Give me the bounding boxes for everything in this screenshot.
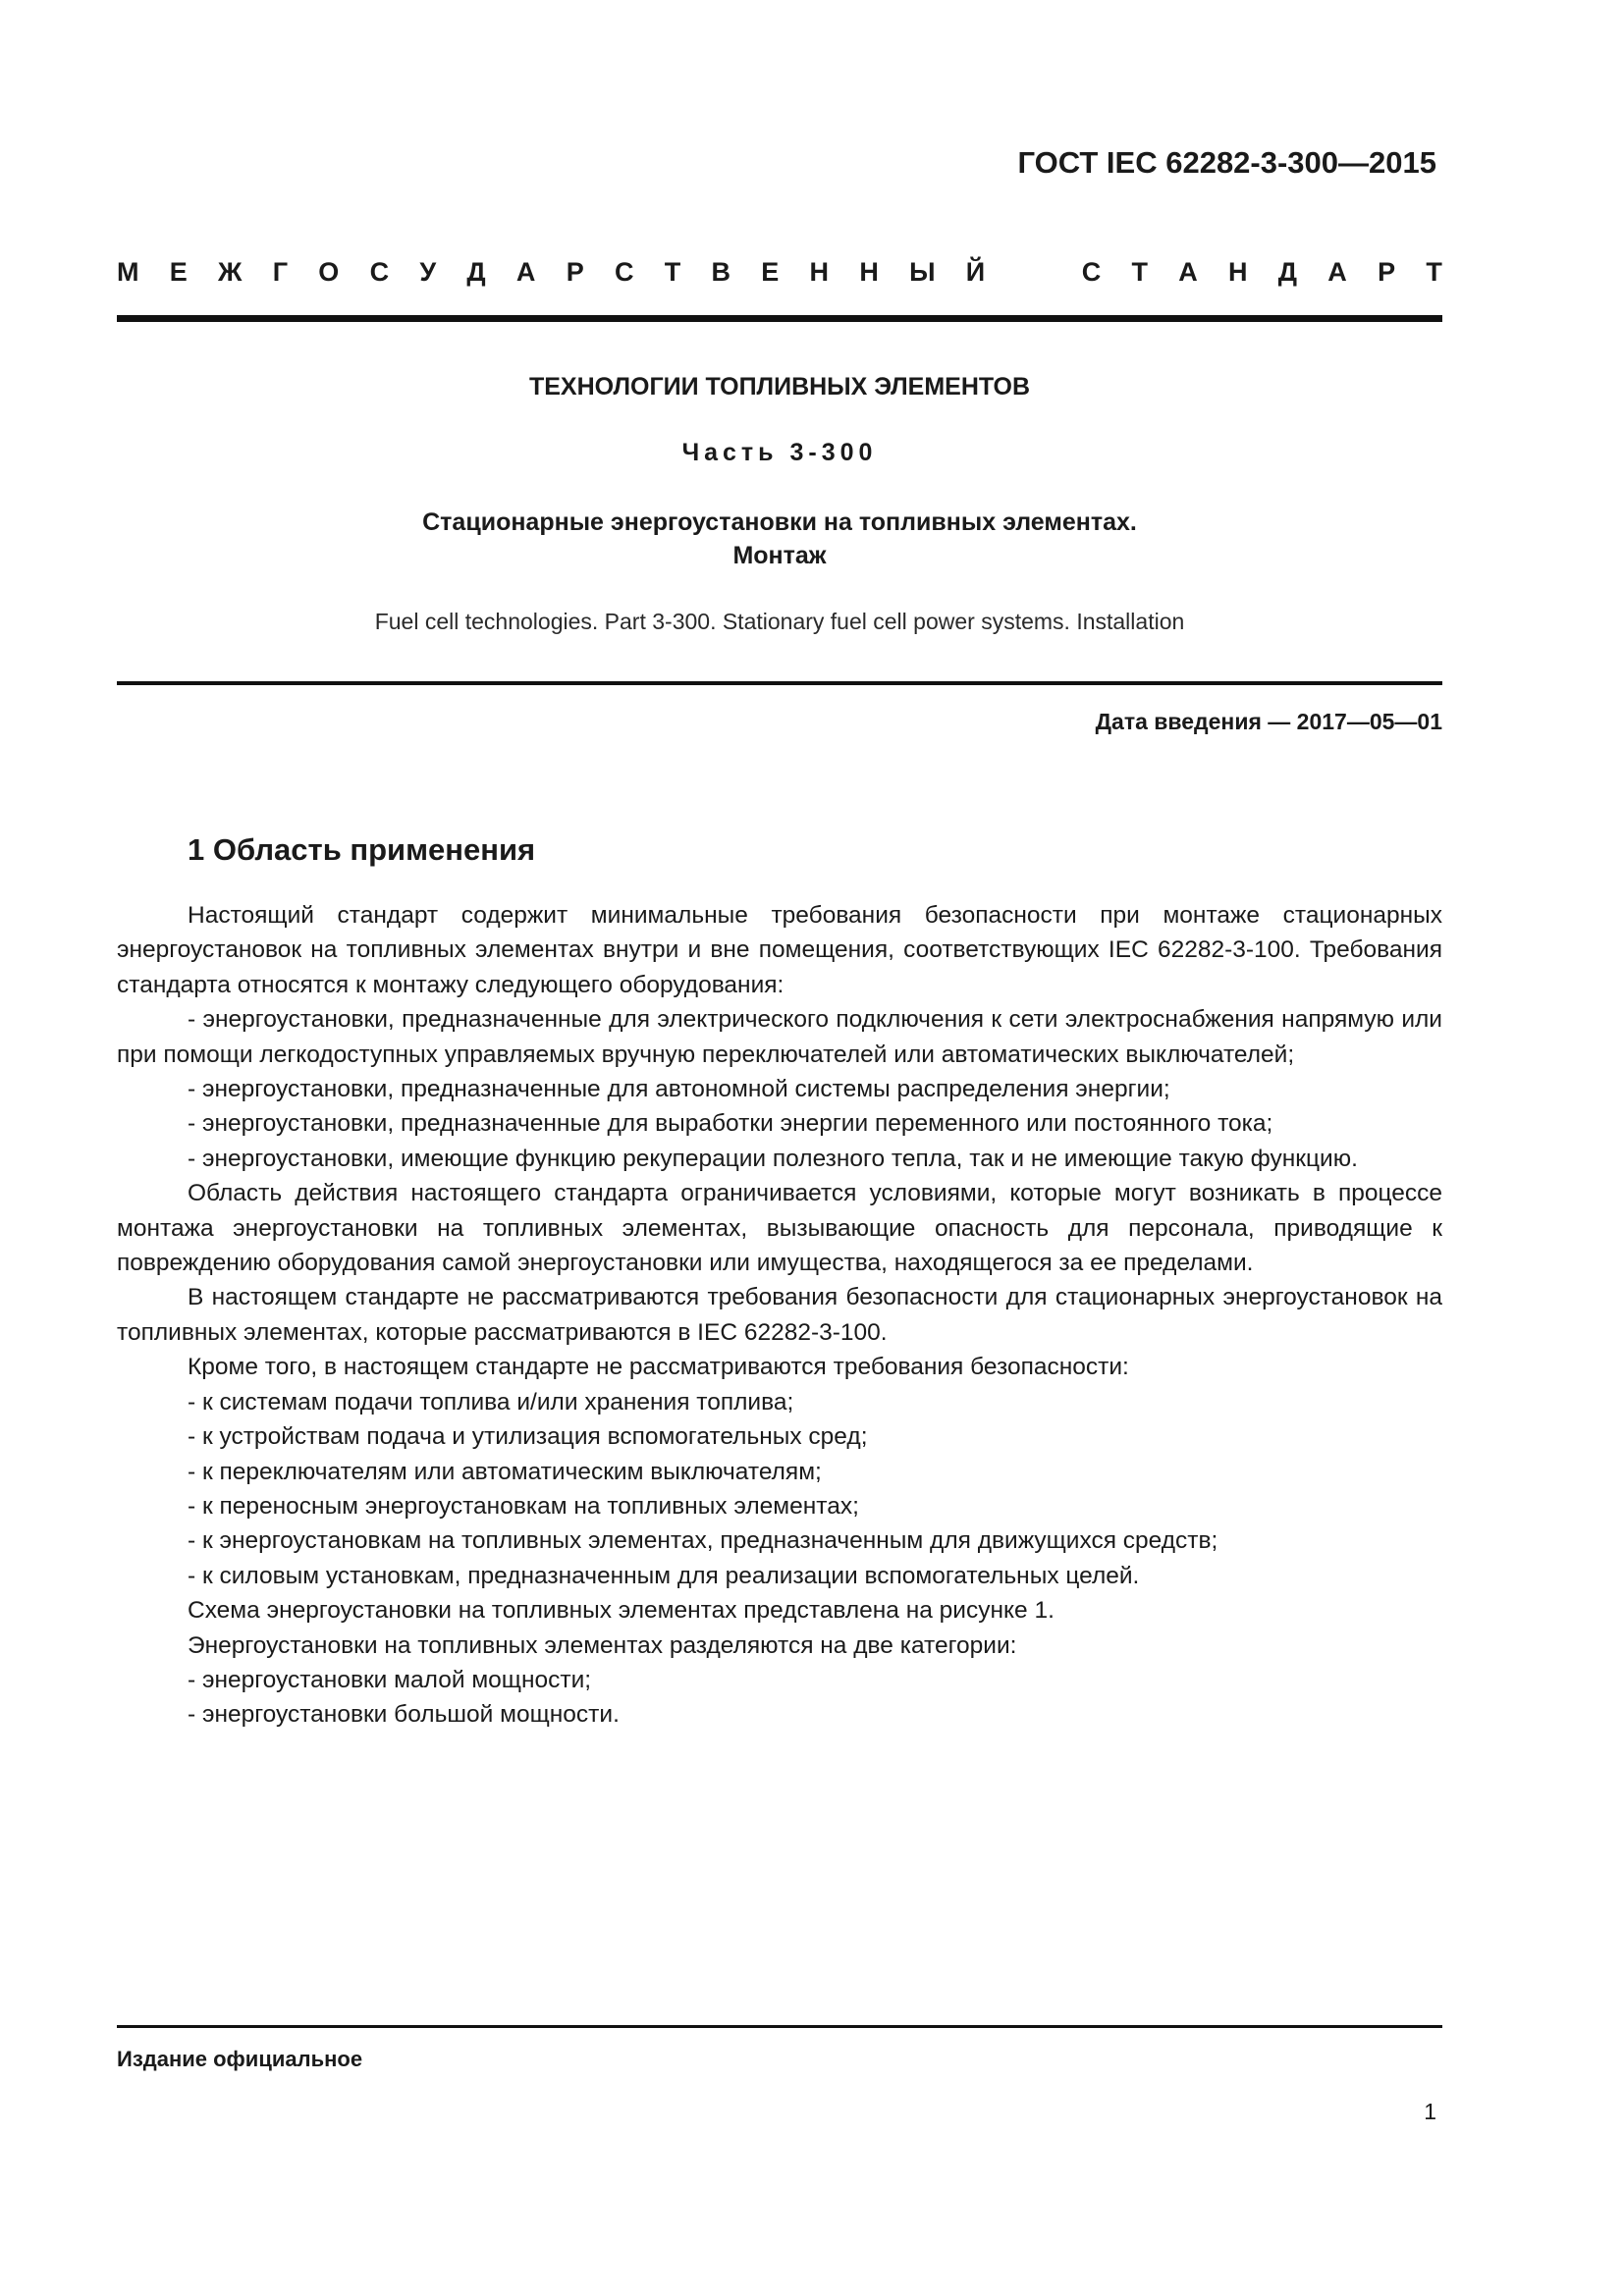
paragraph: Область действия настоящего стандарта ограничивается условиями, которые могут возникать в процессе монтажа энергоустановки на топливных элементах, вызывающие опасность для персонала, приводящие к повреждению оборудования самой энергоустановки или имущества, находящегося за ее пределами. (117, 1180, 1442, 1277)
document-title: ТЕХНОЛОГИИ ТОПЛИВНЫХ ЭЛЕМЕНТОВ (528, 373, 1031, 400)
heading-letter: Ж (218, 257, 243, 287)
document-subtitle-line1: Стационарные энергоустановки на топливных элементах. (422, 508, 1137, 536)
heading-letter: Е (169, 257, 188, 287)
heading-letter: Ы (909, 257, 936, 287)
paragraph: Настоящий стандарт содержит минимальные требования безопасности при монтаже стационарных энергоустановок на топливных элементах внутри и вне помещения, соответствующих IEC 62282-3-100. Требования стандарта относятся к монтажу следующего оборудования: (117, 902, 1442, 998)
heading-letter: Й (965, 257, 986, 287)
heading-letter: А (1178, 257, 1198, 287)
list-item: - к устройствам подача и утилизация вспомогательных сред; (188, 1423, 868, 1451)
list-item: - к системам подачи топлива и/или хранения топлива; (188, 1388, 794, 1415)
word-gap (1015, 257, 1051, 288)
heading-letter: У (419, 257, 437, 287)
footer-divider (117, 2025, 1442, 2028)
official-edition-label: Издание официальное (117, 2047, 363, 2071)
list-item: - к энергоустановкам на топливных элементах, предназначенным для движущихся средств; (188, 1527, 1218, 1555)
header-divider (117, 315, 1442, 322)
standard-code: ГОСТ IEC 62282-3-300—2015 (1017, 145, 1436, 180)
list-item: - к силовым установкам, предназначенным для реализации вспомогательных целей. (188, 1562, 1140, 1589)
paragraph: Энергоустановки на топливных элементах разделяются на две категории: (188, 1631, 1017, 1659)
heading-letter: С (369, 257, 390, 287)
heading-letter: В (711, 257, 730, 287)
heading-letter: Т (1426, 257, 1442, 287)
heading-letter: Т (664, 257, 681, 287)
list-item: - энергоустановки, предназначенные для автономной системы распределения энергии; (188, 1076, 1170, 1103)
list-item: - энергоустановки большой мощности. (188, 1701, 620, 1729)
heading-letter: С (614, 257, 634, 287)
list-item: - энергоустановки, имеющие функцию рекуперации полезного тепла, так и не имеющие такую функцию. (188, 1145, 1358, 1172)
paragraph: Кроме того, в настоящем стандарте не рассматриваются требования безопасности: (188, 1354, 1129, 1381)
title-divider (117, 681, 1442, 685)
english-title: Fuel cell technologies. Part 3-300. Stationary fuel cell power systems. Installation (374, 609, 1185, 634)
heading-letter: Н (809, 257, 830, 287)
list-item: - к переносным энергоустановкам на топливных элементах; (188, 1492, 859, 1520)
interstate-standard-heading (117, 257, 1442, 288)
list-item: - энергоустановки малой мощности; (188, 1666, 592, 1693)
heading-letter: Т (1131, 257, 1148, 287)
heading-letter: Р (1378, 257, 1396, 287)
list-item: - к переключателям или автоматическим выключателям; (188, 1458, 822, 1485)
list-item: - энергоустановки, предназначенные для выработки энергии переменного или постоянного тока; (188, 1110, 1273, 1138)
list-item: - энергоустановки, предназначенные для электрического подключения к сети электроснабжения напрямую или при помощи легкодоступных управляемых вручную переключателей или автоматических выключателей; (117, 1006, 1442, 1068)
heading-letter: Е (761, 257, 780, 287)
heading-letter: Д (466, 257, 486, 287)
paragraph: В настоящем стандарте не рассматриваются требования безопасности для стационарных энергоустановок на топливных элементах, которые рассматриваются в IEC 62282-3-100. (117, 1284, 1442, 1346)
heading-letter: Д (1277, 257, 1298, 287)
document-subtitle-line2: Монтаж (732, 542, 827, 569)
document-part: Часть 3-300 (681, 439, 878, 466)
heading-letter: М (117, 257, 139, 287)
section-body (117, 898, 1442, 1733)
introduction-date: Дата введения — 2017—05—01 (1095, 709, 1442, 734)
page-number: 1 (1424, 2099, 1436, 2124)
heading-letter: Г (272, 257, 289, 287)
section-heading: 1 Область применения (188, 832, 536, 867)
heading-letter: А (515, 257, 536, 287)
heading-letter: Р (566, 257, 584, 287)
heading-letter: А (1327, 257, 1347, 287)
heading-letter: О (318, 257, 340, 287)
paragraph: Схема энергоустановки на топливных элементах представлена на рисунке 1. (188, 1597, 1055, 1625)
heading-letter: С (1081, 257, 1102, 287)
heading-letter: Н (1228, 257, 1248, 287)
heading-letter: Н (859, 257, 879, 287)
